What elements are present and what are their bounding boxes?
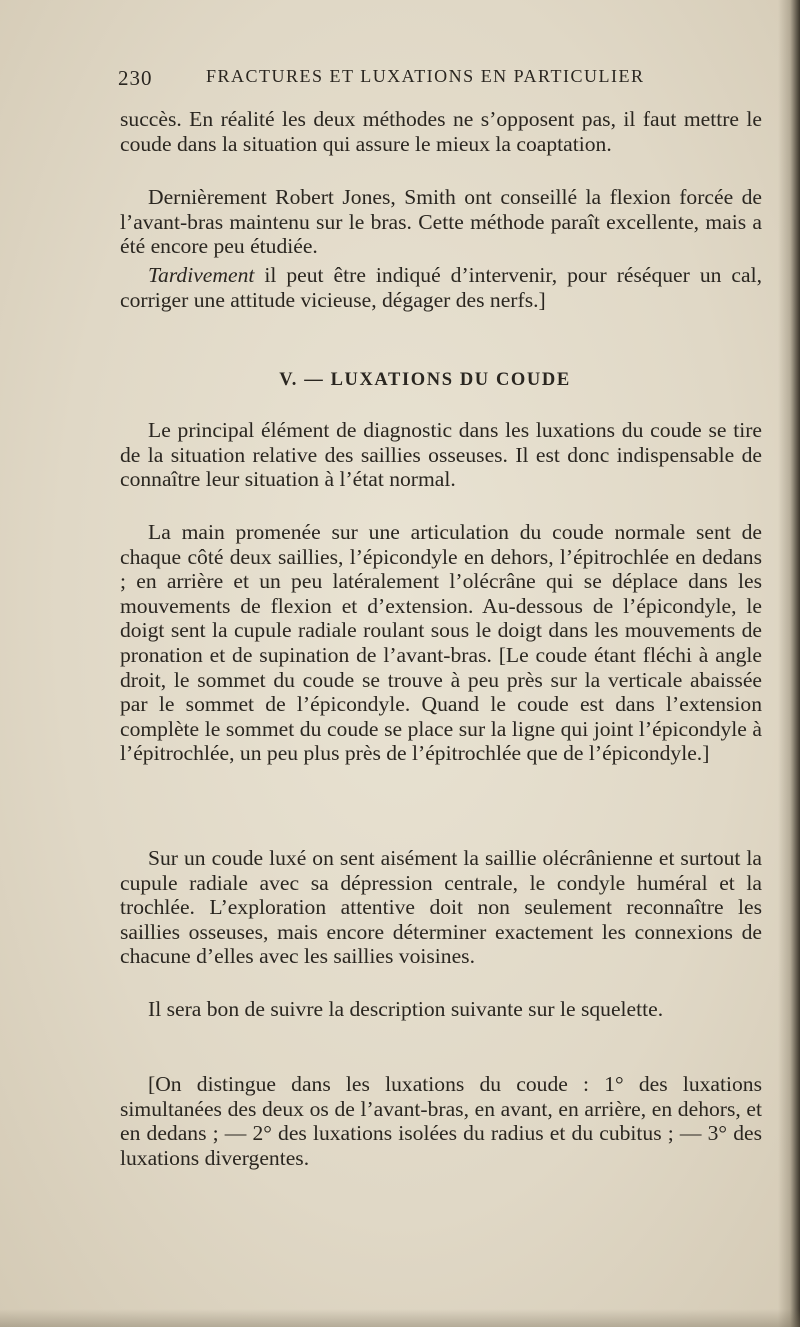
paragraph-skeleton: Il sera bon de suivre la description suivante sur le squelette. <box>148 997 664 1021</box>
paragraph-diagnostic: Le principal élément de diagnostic dans les luxations du coude se tire de la situation relative des saillies osseuses. Il est donc indispensable de connaître leur situation à l’état normal. <box>120 418 762 492</box>
paragraph-tardivement <box>120 263 762 312</box>
paragraph-tardivement-text: il peut être indiqué d’intervenir, pour réséquer un cal, corriger une attitude vicieuse, dégager des nerfs.] <box>120 263 762 312</box>
paragraph-continuation: succès. En réalité les deux méthodes ne s’opposent pas, il faut mettre le coude dans la situation qui assure le mieux la coaptation. <box>120 107 762 156</box>
section-title: V. — LUXATIONS DU COUDE <box>279 370 571 390</box>
paragraph-classification: [On distingue dans les luxations du coude : 1° des luxations simultanées des deux os de l’avant-bras, en avant, en arrière, en dehors, et en dedans ; — 2° des luxations isolées du radius et du cubitus ; — 3° des luxations divergentes. <box>120 1072 762 1170</box>
page-header <box>118 66 678 94</box>
running-title: FRACTURES ET LUXATIONS EN PARTICULIER <box>206 66 645 86</box>
page-edge-shadow <box>778 0 800 1327</box>
italic-tardivement: Tardivement <box>148 263 255 287</box>
paragraph-luxated-elbow: Sur un coude luxé on sent aisément la saillie olécrânienne et surtout la cupule radiale avec sa dépression centrale, le condyle huméral et la trochlée. L’exploration attentive doit non seulement reconnaître les saillies osseuses, mais encore déterminer exactement les connexions de chacune d’elles avec les saillies voisines. <box>120 846 762 969</box>
paragraph-robert-jones: Dernièrement Robert Jones, Smith ont conseillé la flexion forcée de l’avant-bras maintenu sur le bras. Cette méthode paraît excellente, mais a été encore peu étudiée. <box>120 185 762 259</box>
page-bottom-shadow <box>0 1309 800 1327</box>
paragraph-normal-anatomy: La main promenée sur une articulation du coude normale sent de chaque côté deux saillies, l’épicondyle en dehors, l’épitrochlée en dedans ; en arrière et un peu latéralement l’olécrâne qui se déplace dans les mouvements de flexion et d’extension. Au-dessous de l’épicondyle, le doigt sent la cupule radiale roulant sous le doigt dans les mouvements de pronation et de supination de l’avant-bras. [Le coude étant fléchi à angle droit, le sommet du coude se trouve à peu près sur la verticale abaissée par le sommet de l’épicondyle. Quand le coude est dans l’extension complète le sommet du coude se place sur la ligne qui joint l’épicondyle à l’épitrochlée, un peu plus près de l’épitrochlée que de l’épicondyle.] <box>120 520 762 766</box>
page-number: 230 <box>118 66 153 90</box>
